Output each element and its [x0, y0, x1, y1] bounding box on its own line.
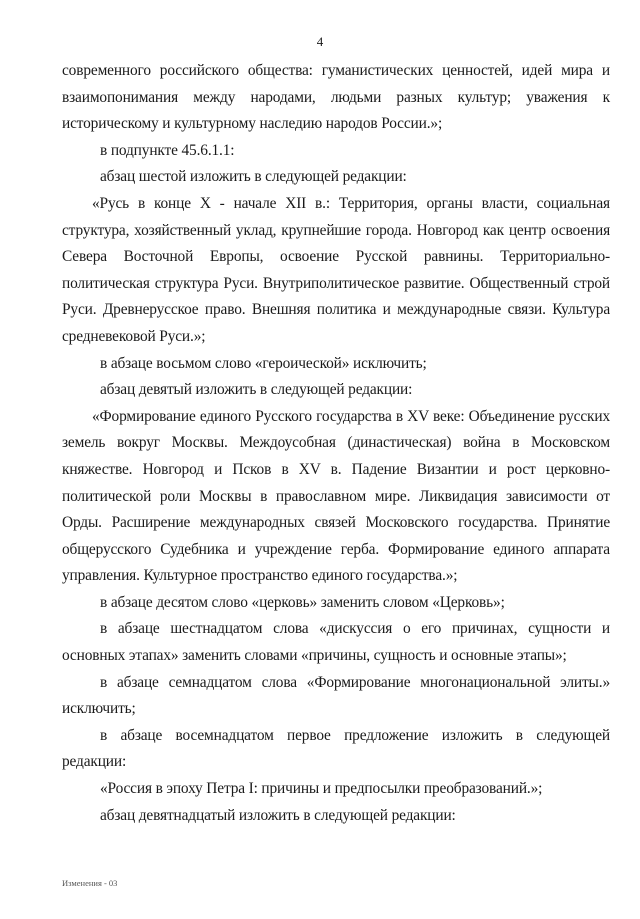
- paragraph-instruction: абзац девятый изложить в следующей редакции:: [100, 381, 413, 399]
- paragraph-subclause: в подпункте 45.6.1.1:: [100, 141, 235, 159]
- paragraph-quote-peter: «Россия в эпоху Петра I: причины и предпосылки преобразований.»;: [100, 780, 543, 798]
- paragraph-instruction: в абзаце десятом слово «церковь» заменить словом «Церковь»;: [100, 593, 505, 611]
- paragraph-instruction: в абзаце восьмом слово «героической» исключить;: [100, 354, 427, 372]
- paragraph-instruction: в абзаце шестнадцатом слова «дискуссия о его причинах, сущности и основных этапах» заменить словами «причины, сущность и основные этапы»;: [62, 620, 610, 665]
- paragraph-quote-state: «Формирование единого Русского государства в XV веке: Объединение русских земель вокруг Москвы. Междоусобная (династическая) война в Московском княжестве. Новгород и Псков в XV в. Падение Византии и рост церковно-политической роли Москвы в православном мире. Ликвидация зависимости от Орды. Расширение международных связей Московского государства. Принятие общерусского Судебника и учреждение герба. Формирование единого аппарата управления. Культурное пространство единого государства.»;: [62, 407, 610, 585]
- page-number: 4: [316, 34, 324, 49]
- document-body: [62, 58, 610, 829]
- paragraph-quote-rus: «Русь в конце X - начале XII в.: Территория, органы власти, социальная структура, хозяйственный уклад, крупнейшие города. Новгород как центр освоения Севера Восточной Европы, освоение Русской равнины. Территориально-политическая структура Руси. Внутриполитическое развитие. Общественный строй Руси. Древнерусское право. Внешняя политика и международные связи. Культура средневековой Руси.»;: [62, 194, 610, 345]
- paragraph-instruction: абзац шестой изложить в следующей редакции:: [100, 168, 407, 186]
- footer-revision-note: Изменения - 03: [62, 878, 118, 888]
- paragraph-continuation: современного российского общества: гуманистических ценностей, идей мира и взаимопонимания между народами, людьми разных культур; уважения к историческому и культурному наследию народов России.»;: [62, 62, 610, 133]
- paragraph-instruction: в абзаце восемнадцатом первое предложение изложить в следующей редакции:: [62, 726, 610, 771]
- paragraph-instruction: в абзаце семнадцатом слова «Формирование многонациональной элиты.» исключить;: [62, 673, 610, 718]
- paragraph-instruction: абзац девятнадцатый изложить в следующей редакции:: [100, 806, 456, 824]
